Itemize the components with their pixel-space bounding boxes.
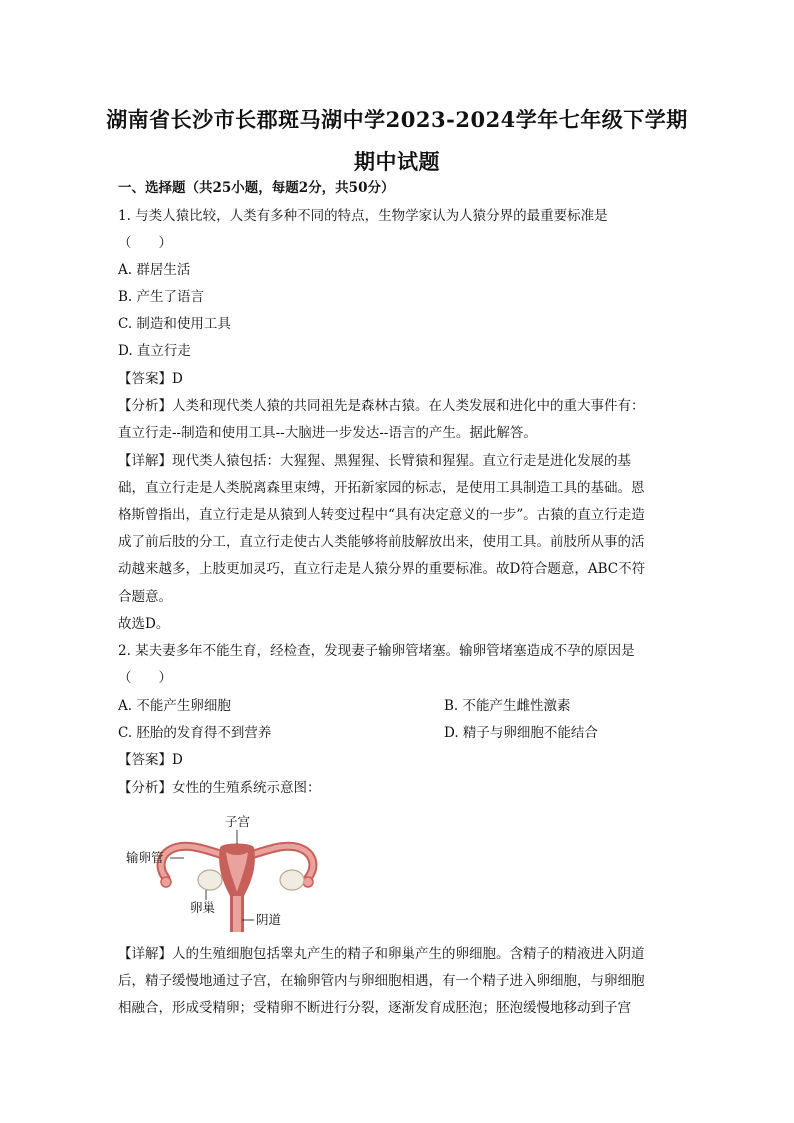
q1-conclusion: 故选D。 (118, 616, 170, 632)
q1-detail-line: 成了前后肢的分工，直立行走使古人类能够将前肢解放出来，使用工具。前肢所从事的活 (118, 534, 645, 550)
q2-answer: 【答案】D (118, 752, 183, 768)
q1-option-a: A. 群居生活 (118, 262, 191, 278)
label-uterus: 子宫 (225, 814, 251, 829)
document-title-line1: 湖南省长沙市长郡斑马湖中学2023-2024学年七年级下学期 (106, 107, 688, 132)
q2-option-c: C. 胚胎的发育得不到营养 (118, 725, 272, 741)
document-title-line2: 期中试题 (354, 149, 440, 174)
q2-option-d: D. 精子与卵细胞不能结合 (444, 725, 598, 741)
q1-analysis-line: 直立行走--制造和使用工具--大脑进一步发达--语言的产生。据此解答。 (118, 425, 537, 441)
q1-detail-line: 础，直立行走是人类脱离森里束缚，开拓新家园的标志，是使用工具制造工具的基础。恩 (118, 480, 645, 496)
q1-stem: 1. 与类人猿比较，人类有多种不同的特点，生物学家认为人猿分界的最重要标准是 (118, 208, 608, 224)
q2-detail-line: 后，精子缓慢地通过子宫，在输卵管内与卵细胞相遇，有一个精子进入卵细胞，与卵细胞 (118, 973, 645, 989)
q2-detail-line: 相融合，形成受精卵；受精卵不断进行分裂，逐渐发育成胚泡；胚泡缓慢地移动到子宫 (118, 1000, 631, 1016)
q1-detail-line: 合题意。 (118, 589, 172, 605)
reproductive-system-figure (122, 812, 332, 934)
ovary-left-shape (198, 870, 222, 890)
label-vagina: 阴道 (256, 912, 282, 927)
label-ovary: 卵巢 (190, 900, 216, 915)
section-heading: 一、选择题（共25小题，每题2分，共50分） (118, 180, 395, 196)
q1-paren: （ ） (118, 235, 172, 251)
q1-detail-line: 动越来越多，上肢更加灵巧，直立行走是人猿分界的重要标准。故D符合题意，ABC不符 (118, 561, 646, 577)
ovary-right-shape (280, 870, 304, 890)
q2-option-b: B. 不能产生雌性激素 (444, 698, 571, 714)
q2-analysis: 【分析】女性的生殖系统示意图： (118, 780, 321, 796)
q1-option-c: C. 制造和使用工具 (118, 316, 231, 332)
q1-option-d: D. 直立行走 (118, 343, 191, 359)
q1-detail-line: 格斯曾指出，直立行走是从猿到人转变过程中“具有决定意义的一步”。古猿的直立行走造 (118, 507, 645, 523)
q1-detail-line: 【详解】现代类人猿包括：大猩猩、黑猩猩、长臂猿和猩猩。直立行走是进化发展的基 (118, 453, 631, 469)
label-oviduct: 输卵管 (126, 850, 164, 865)
q2-stem: 2. 某夫妻多年不能生育，经检查，发现妻子输卵管堵塞。输卵管堵塞造成不孕的原因是 (118, 643, 635, 659)
q1-answer: 【答案】D (118, 371, 183, 387)
q2-detail-line: 【详解】人的生殖细胞包括睾丸产生的精子和卵巢产生的卵细胞。含精子的精液进入阴道 (118, 946, 645, 962)
q1-option-b: B. 产生了语言 (118, 289, 205, 305)
q1-analysis-line: 【分析】人类和现代类人猿的共同祖先是森林古猿。在人类发展和进化中的重大事件有： (118, 398, 645, 414)
q2-paren: （ ） (118, 670, 172, 686)
q2-option-a: A. 不能产生卵细胞 (118, 698, 231, 714)
